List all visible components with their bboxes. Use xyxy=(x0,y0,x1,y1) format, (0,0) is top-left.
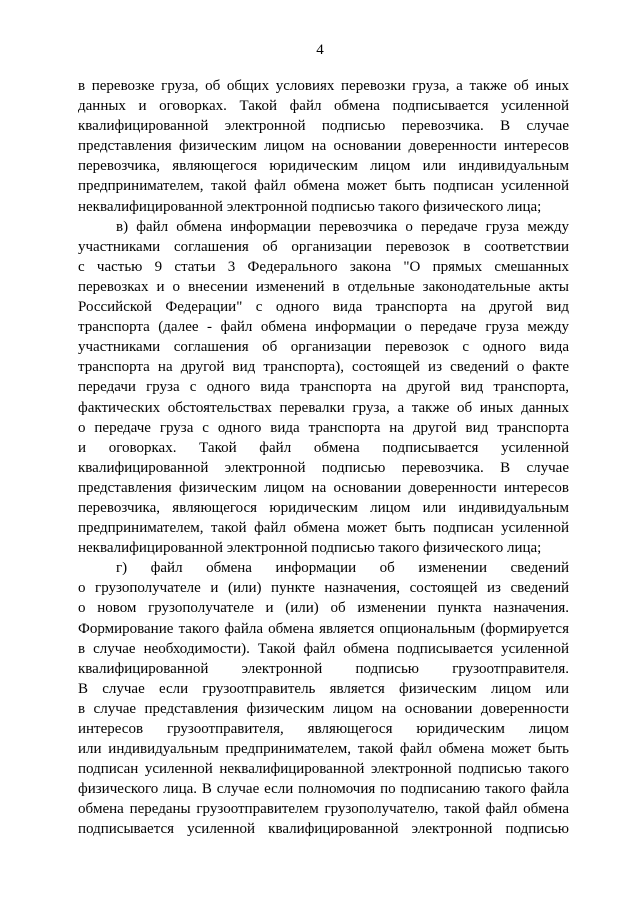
document-body xyxy=(78,76,569,840)
line-text: данных и оговорках. Такой файл обмена подписывается усиленной xyxy=(78,98,569,115)
paragraph-item-v xyxy=(78,217,569,559)
line-text: в случае представления физическим лицом на основании доверенности xyxy=(78,700,569,717)
text-line xyxy=(78,639,569,659)
text-line xyxy=(78,76,569,96)
line-text: перевозках и о внесении изменений в отдельные законодательные акты xyxy=(78,278,569,295)
line-text: транспорта (далее - файл обмена информации о передаче груза между xyxy=(78,319,569,336)
line-text: участниками соглашения об организации перевозок с одного вида xyxy=(78,339,569,356)
text-line xyxy=(78,558,569,578)
line-text: транспорта на другой вид транспорта), состоящей из сведений о факте xyxy=(78,359,569,376)
line-text: неквалифицированной электронной подписью такого физического лица; xyxy=(78,540,542,557)
line-text: физического лица. В случае если полномочия по подписанию такого файла xyxy=(78,781,569,798)
text-line xyxy=(78,156,569,176)
text-line xyxy=(78,317,569,337)
text-line xyxy=(78,438,569,458)
text-line xyxy=(78,176,569,196)
line-text: г) файл обмена информации об изменении сведений xyxy=(116,560,569,577)
text-line xyxy=(78,136,569,156)
line-text: Российской Федерации" с одного вида транспорта на другой вид xyxy=(78,299,569,316)
paragraph-continuation xyxy=(78,76,569,217)
text-line xyxy=(78,699,569,719)
line-text: квалифицированной электронной подписью перевозчика. В случае xyxy=(78,459,569,476)
text-line xyxy=(78,217,569,237)
line-text: подписывается усиленной квалифицированной электронной подписью xyxy=(78,821,569,838)
line-text: квалифицированной электронной подписью перевозчика. В случае xyxy=(78,118,569,135)
text-line xyxy=(78,518,569,538)
line-text: интересов грузоотправителя, являющегося юридическим лицом xyxy=(78,721,569,737)
line-text: предпринимателем, такой файл обмена может быть подписан усиленной xyxy=(78,178,569,195)
text-line xyxy=(78,719,569,739)
text-line xyxy=(78,619,569,639)
text-line xyxy=(78,377,569,397)
line-text: о новом грузополучателе и (или) об изменении пункта назначения. xyxy=(78,600,569,617)
line-text: в перевозке груза, об общих условиях перевозки груза, а также об иных xyxy=(78,78,569,94)
text-line xyxy=(78,498,569,518)
line-text: квалифицированной электронной подписью грузоотправителя. xyxy=(78,660,569,677)
line-text: передачи груза с одного вида транспорта на другой вид транспорта, xyxy=(78,379,569,396)
text-line xyxy=(78,116,569,136)
line-text: неквалифицированной электронной подписью такого физического лица; xyxy=(78,198,542,215)
text-line xyxy=(78,478,569,498)
text-line xyxy=(78,759,569,779)
text-line xyxy=(78,799,569,819)
line-text: подписан усиленной неквалифицированной электронной подписью такого xyxy=(78,761,569,778)
line-text: о передаче груза с одного вида транспорта на другой вид транспорта xyxy=(78,419,569,436)
line-text: фактических обстоятельствах перевалки груза, а также об иных данных xyxy=(78,399,569,416)
line-text: участниками соглашения об организации перевозок в соответствии xyxy=(78,238,569,255)
text-line xyxy=(78,257,569,277)
line-text: о грузополучателе и (или) пункте назначения, состоящей из сведений xyxy=(78,580,569,597)
text-line xyxy=(78,819,569,839)
text-line xyxy=(78,679,569,699)
text-line xyxy=(78,337,569,357)
line-text: в) файл обмена информации перевозчика о передаче груза между xyxy=(116,218,569,235)
line-text: Формирование такого файла обмена является опциональным (формируется xyxy=(78,620,569,637)
text-line xyxy=(78,659,569,679)
text-line xyxy=(78,598,569,618)
text-line xyxy=(78,578,569,598)
text-line xyxy=(78,779,569,799)
line-text: с частью 9 статьи 3 Федерального закона "О прямых смешанных xyxy=(78,258,569,275)
line-text: перевозчика, являющегося юридическим лицом или индивидуальным xyxy=(78,158,569,175)
text-line xyxy=(78,297,569,317)
text-line xyxy=(78,418,569,438)
text-line xyxy=(78,277,569,297)
line-text: представления физическим лицом на основании доверенности интересов xyxy=(78,138,569,155)
line-text: и оговорках. Такой файл обмена подписывается усиленной xyxy=(78,439,569,456)
text-line xyxy=(78,197,569,217)
text-line xyxy=(78,538,569,558)
text-line xyxy=(78,357,569,377)
line-text: обмена переданы грузоотправителем грузополучателю, такой файл обмена xyxy=(78,801,569,818)
text-line xyxy=(78,237,569,257)
text-line xyxy=(78,96,569,116)
text-line xyxy=(78,398,569,418)
line-text: в случае необходимости). Такой файл обмена подписывается усиленной xyxy=(78,640,569,657)
text-line xyxy=(78,458,569,478)
line-text: перевозчика, являющегося юридическим лицом или индивидуальным xyxy=(78,499,569,516)
line-text: или индивидуальным предпринимателем, такой файл обмена может быть xyxy=(78,741,569,758)
line-text: В случае если грузоотправитель является физическим лицом или xyxy=(78,680,569,697)
page-number: 4 xyxy=(316,42,324,58)
paragraph-item-g xyxy=(78,558,569,839)
line-text: предпринимателем, такой файл обмена может быть подписан усиленной xyxy=(78,520,569,537)
line-text: представления физическим лицом на основании доверенности интересов xyxy=(78,479,569,496)
text-line xyxy=(78,739,569,759)
